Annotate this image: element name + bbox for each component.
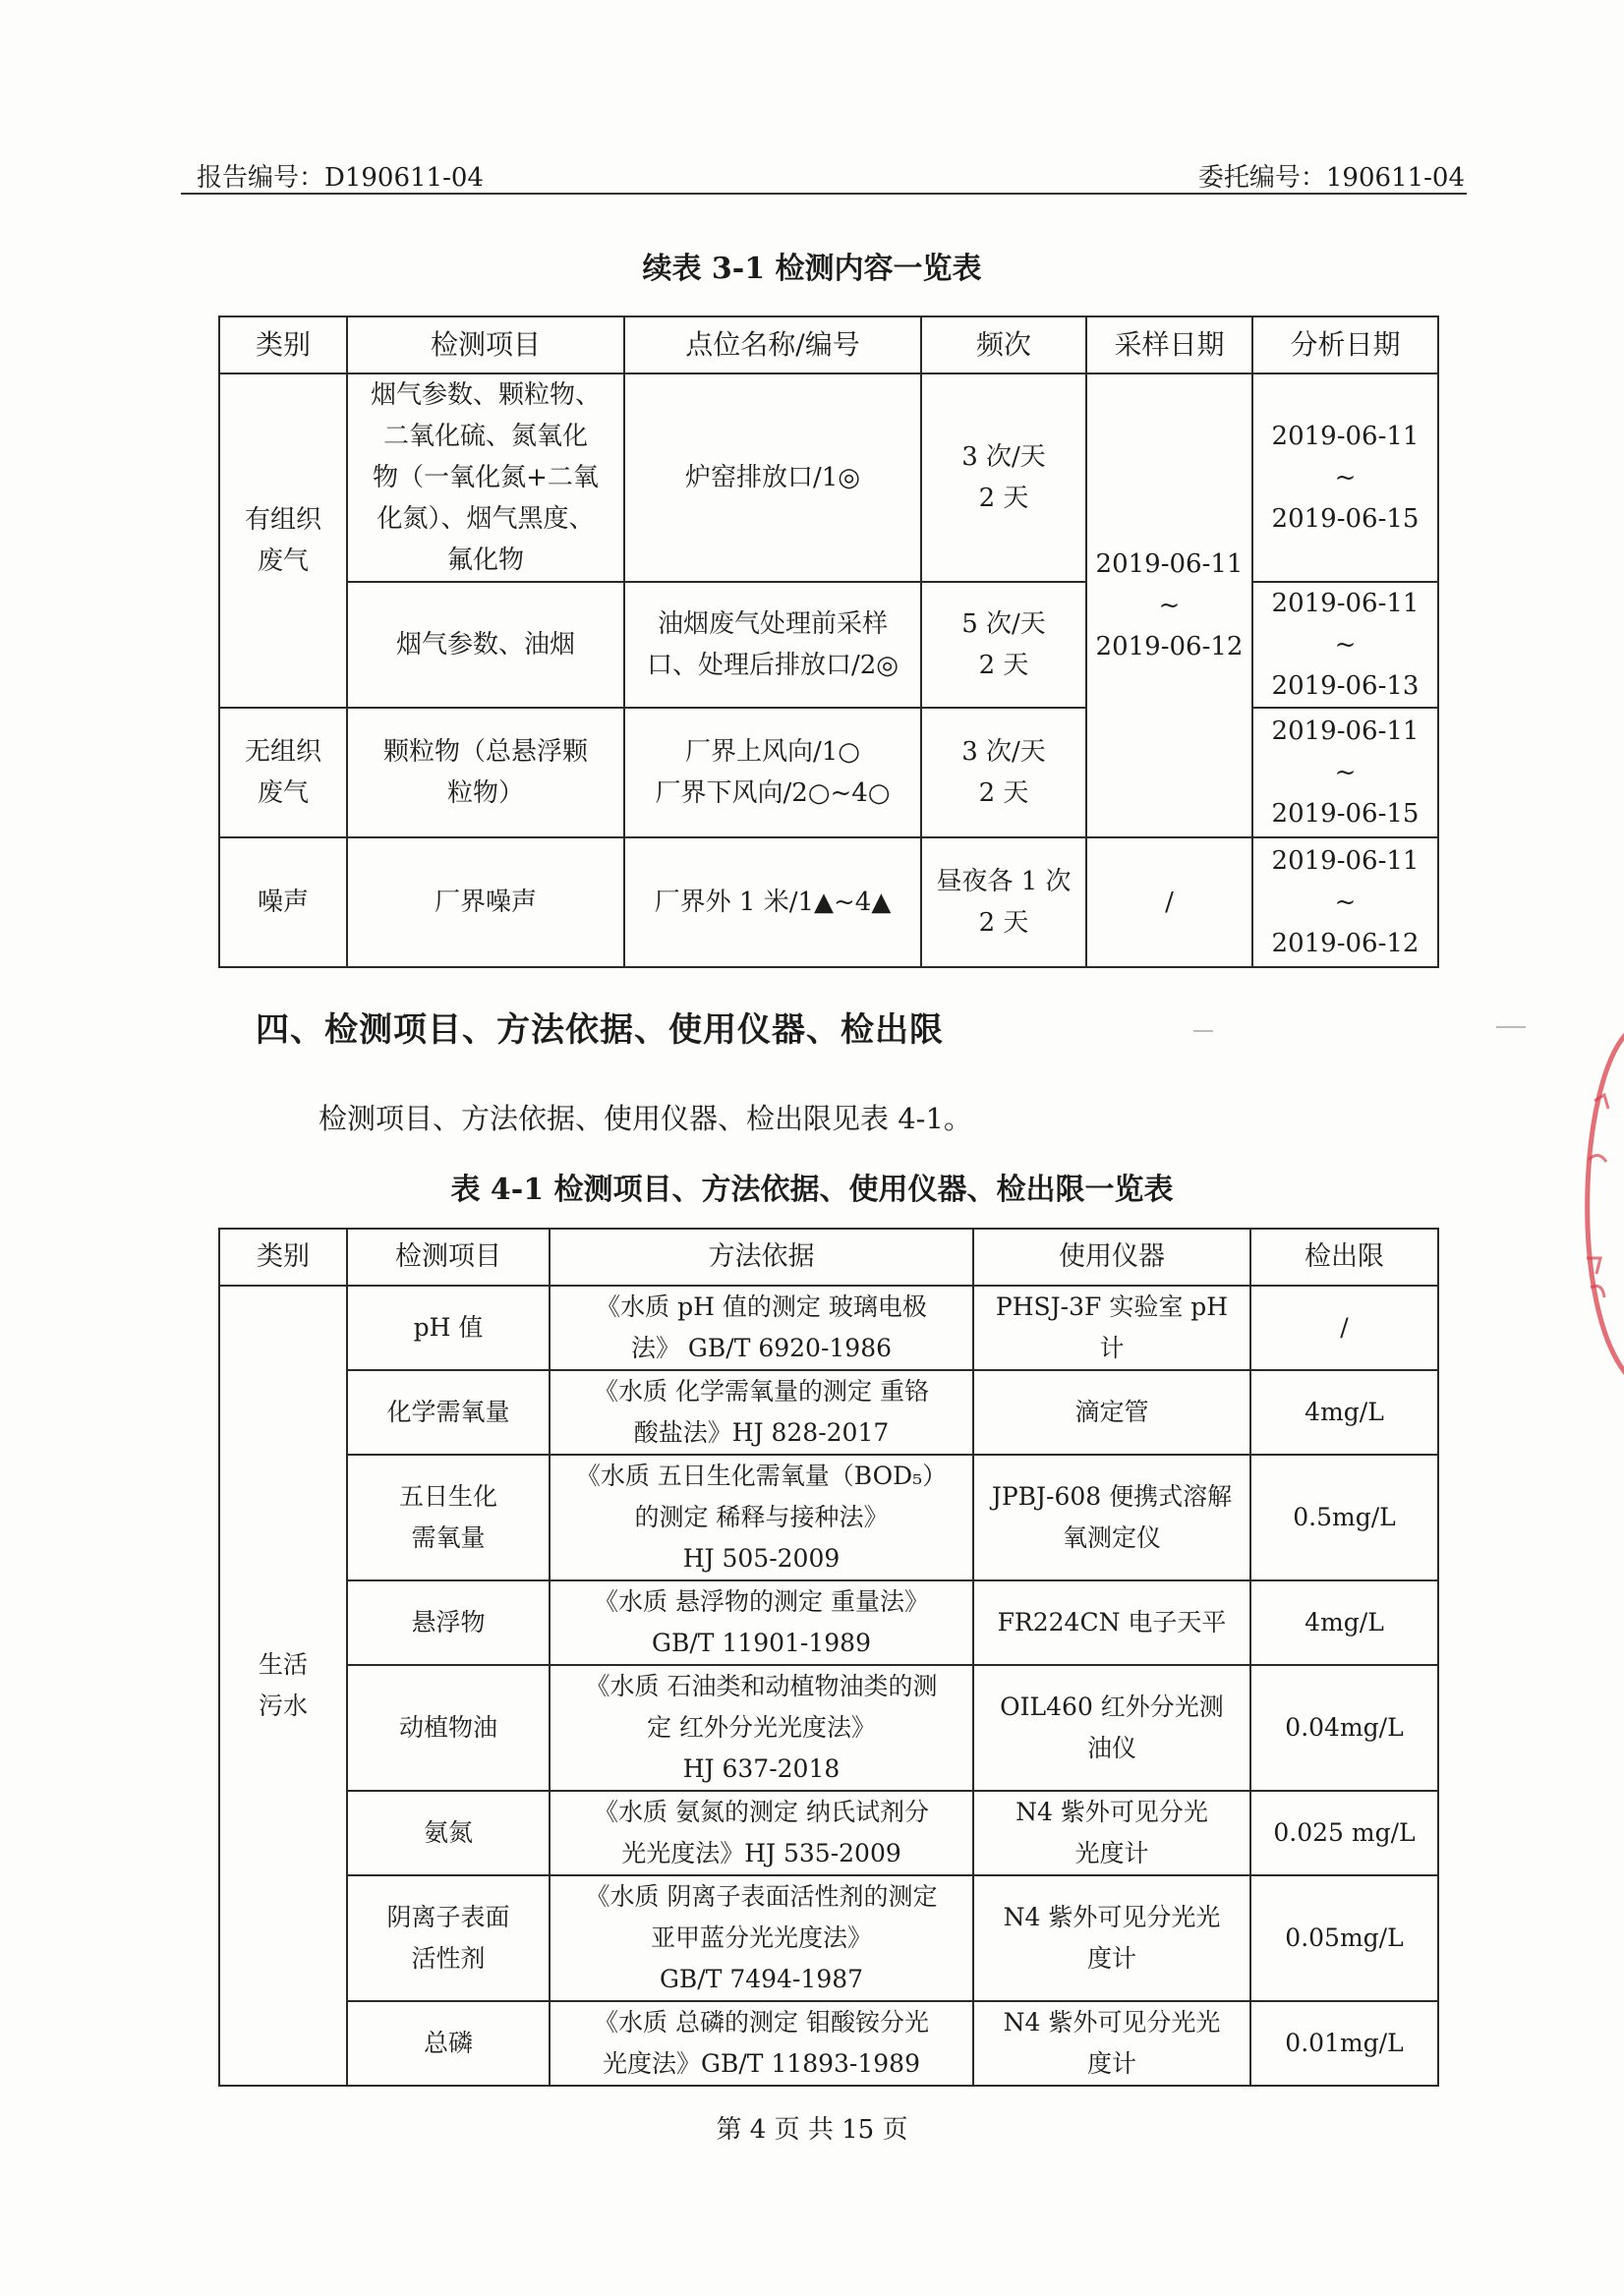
frequency-cell: 5 次/天 2 天	[921, 582, 1086, 708]
col-header-point: 点位名称/编号	[624, 316, 921, 373]
scan-mark	[1193, 1030, 1213, 1032]
col-header-category: 类别	[219, 1229, 347, 1286]
table-row	[219, 1286, 1438, 1370]
col-header-analysis-date: 分析日期	[1252, 316, 1438, 373]
col-header-detection-limit: 检出限	[1250, 1229, 1438, 1286]
instrument-cell: FR224CN 电子天平	[973, 1580, 1250, 1665]
table-row	[219, 1370, 1438, 1455]
detection-limit-cell: 0.025 mg/L	[1250, 1791, 1438, 1875]
category-cell: 噪声	[219, 837, 347, 967]
item-cell: 烟气参数、油烟	[347, 582, 624, 708]
table-row	[219, 1791, 1438, 1875]
table-header-row	[219, 1229, 1438, 1286]
col-header-item: 检测项目	[347, 1229, 550, 1286]
section-heading: 四、检测项目、方法依据、使用仪器、检出限	[256, 1010, 944, 1050]
item-cell: 悬浮物	[347, 1580, 550, 1665]
item-cell: 动植物油	[347, 1665, 550, 1791]
method-cell: 《水质 pH 值的测定 玻璃电极 法》 GB/T 6920-1986	[550, 1286, 973, 1370]
table-row	[219, 582, 1438, 708]
sampling-date-cell: 2019-06-11 ~ 2019-06-12	[1086, 373, 1252, 837]
instrument-cell: N4 紫外可见分光 光度计	[973, 1791, 1250, 1875]
item-cell: 五日生化 需氧量	[347, 1455, 550, 1580]
instrument-cell: PHSJ-3F 实验室 pH 计	[973, 1286, 1250, 1370]
intro-paragraph: 检测项目、方法依据、使用仪器、检出限见表 4-1。	[319, 1102, 972, 1135]
table-4-1	[218, 1228, 1439, 2087]
table1-caption: 续表 3-1 检测内容一览表	[642, 252, 982, 286]
method-cell: 《水质 总磷的测定 钼酸铵分光 光度法》GB/T 11893-1989	[550, 2001, 973, 2086]
method-cell: 《水质 化学需氧量的测定 重铬 酸盐法》HJ 828-2017	[550, 1370, 973, 1455]
scan-mark	[1496, 1026, 1526, 1028]
page-number: 第 4 页 共 15 页	[716, 2115, 908, 2145]
instrument-cell: N4 紫外可见分光光 度计	[973, 1875, 1250, 2001]
frequency-cell: 3 次/天 2 天	[921, 373, 1086, 582]
point-cell: 厂界上风向/1○ 厂界下风向/2○~4○	[624, 708, 921, 837]
category-cell: 无组织 废气	[219, 708, 347, 837]
instrument-cell: JPBJ-608 便携式溶解 氧测定仪	[973, 1455, 1250, 1580]
table-row	[219, 2001, 1438, 2086]
method-cell: 《水质 阴离子表面活性剂的测定 亚甲蓝分光光度法》 GB/T 7494-1987	[550, 1875, 973, 2001]
col-header-instrument: 使用仪器	[973, 1229, 1250, 1286]
col-header-category: 类别	[219, 316, 347, 373]
method-cell: 《水质 五日生化需氧量（BOD₅） 的测定 稀释与接种法》 HJ 505-2009	[550, 1455, 973, 1580]
item-cell: 阴离子表面 活性剂	[347, 1875, 550, 2001]
item-cell: 颗粒物（总悬浮颗 粒物）	[347, 708, 624, 837]
table2-caption: 表 4-1 检测项目、方法依据、使用仪器、检出限一览表	[450, 1173, 1174, 1207]
analysis-date-cell: 2019-06-11 ~ 2019-06-12	[1252, 837, 1438, 967]
item-cell: 化学需氧量	[347, 1370, 550, 1455]
table-row	[219, 1665, 1438, 1791]
instrument-cell: 滴定管	[973, 1370, 1250, 1455]
col-header-frequency: 频次	[921, 316, 1086, 373]
instrument-cell: OIL460 红外分光测 油仪	[973, 1665, 1250, 1791]
table-row	[219, 1875, 1438, 2001]
frequency-cell: 昼夜各 1 次 2 天	[921, 837, 1086, 967]
item-cell: 厂界噪声	[347, 837, 624, 967]
category-cell: 生活 污水	[219, 1286, 347, 2086]
table-header-row	[219, 316, 1438, 373]
item-cell: 氨氮	[347, 1791, 550, 1875]
point-cell: 厂界外 1 米/1▲~4▲	[624, 837, 921, 967]
header-rule	[181, 193, 1467, 195]
detection-limit-cell: /	[1250, 1286, 1438, 1370]
table-row	[219, 373, 1438, 582]
analysis-date-cell: 2019-06-11 ~ 2019-06-15	[1252, 373, 1438, 582]
commission-number: 委托编号：190611-04	[1197, 163, 1465, 193]
item-cell: 总磷	[347, 2001, 550, 2086]
detection-limit-cell: 4mg/L	[1250, 1580, 1438, 1665]
method-cell: 《水质 氨氮的测定 纳氏试剂分 光光度法》HJ 535-2009	[550, 1791, 973, 1875]
method-cell: 《水质 石油类和动植物油类的测 定 红外分光光度法》 HJ 637-2018	[550, 1665, 973, 1791]
instrument-cell: N4 紫外可见分光光 度计	[973, 2001, 1250, 2086]
report-header	[197, 157, 1465, 193]
detection-limit-cell: 4mg/L	[1250, 1370, 1438, 1455]
red-seal-stamp	[1559, 1012, 1624, 1386]
detection-limit-cell: 0.05mg/L	[1250, 1875, 1438, 2001]
point-cell: 炉窑排放口/1◎	[624, 373, 921, 582]
analysis-date-cell: 2019-06-11 ~ 2019-06-13	[1252, 582, 1438, 708]
table-row	[219, 1455, 1438, 1580]
sampling-date-cell: /	[1086, 837, 1252, 967]
col-header-sampling-date: 采样日期	[1086, 316, 1252, 373]
frequency-cell: 3 次/天 2 天	[921, 708, 1086, 837]
category-cell: 有组织 废气	[219, 373, 347, 708]
col-header-method: 方法依据	[550, 1229, 973, 1286]
item-cell: 烟气参数、颗粒物、 二氧化硫、氮氧化 物（一氧化氮+二氧 化氮）、烟气黑度、 氟化物	[347, 373, 624, 582]
table-3-1	[218, 316, 1439, 968]
table-row	[219, 837, 1438, 967]
item-cell: pH 值	[347, 1286, 550, 1370]
col-header-item: 检测项目	[347, 316, 624, 373]
report-number: 报告编号：D190611-04	[197, 163, 484, 193]
detection-limit-cell: 0.01mg/L	[1250, 2001, 1438, 2086]
analysis-date-cell: 2019-06-11 ~ 2019-06-15	[1252, 708, 1438, 837]
method-cell: 《水质 悬浮物的测定 重量法》 GB/T 11901-1989	[550, 1580, 973, 1665]
detection-limit-cell: 0.5mg/L	[1250, 1455, 1438, 1580]
detection-limit-cell: 0.04mg/L	[1250, 1665, 1438, 1791]
table-row	[219, 708, 1438, 837]
point-cell: 油烟废气处理前采样 口、处理后排放口/2◎	[624, 582, 921, 708]
table-row	[219, 1580, 1438, 1665]
